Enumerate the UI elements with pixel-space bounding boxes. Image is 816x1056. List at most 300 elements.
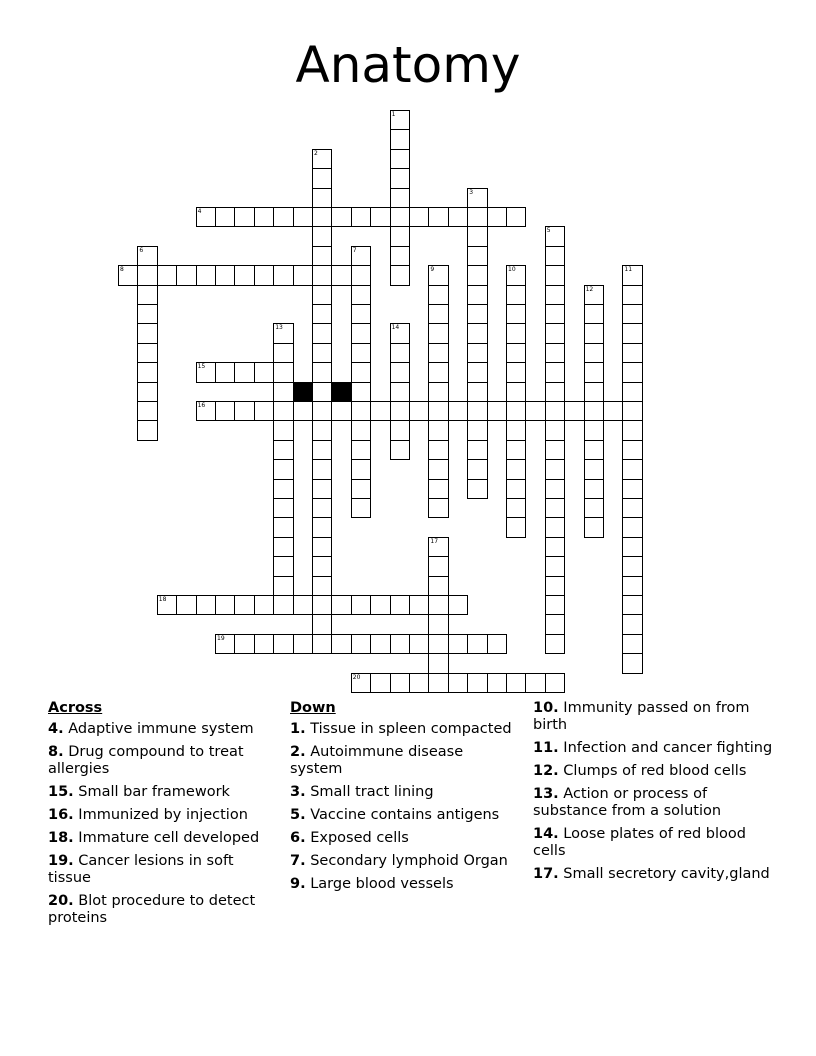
grid-cell[interactable] (506, 304, 526, 324)
grid-cell[interactable] (622, 440, 642, 460)
down-heading: Down (290, 700, 336, 716)
grid-cell[interactable] (428, 459, 448, 479)
grid-cell[interactable] (312, 343, 332, 363)
grid-cell[interactable] (312, 226, 332, 246)
grid-cell[interactable] (584, 440, 604, 460)
grid-cell[interactable] (273, 537, 293, 557)
grid-cell[interactable] (622, 595, 642, 615)
grid-cell[interactable] (293, 207, 313, 227)
grid-cell[interactable] (351, 323, 371, 343)
grid-cell[interactable] (118, 265, 138, 285)
grid-cell[interactable] (467, 401, 487, 421)
grid-cell[interactable] (293, 401, 313, 421)
grid-cell[interactable] (506, 498, 526, 518)
grid-cell[interactable] (506, 479, 526, 499)
grid-cell[interactable] (137, 401, 157, 421)
grid-cell[interactable] (273, 323, 293, 343)
grid-cell[interactable] (273, 401, 293, 421)
grid-cell[interactable] (273, 595, 293, 615)
grid-cell[interactable] (137, 420, 157, 440)
grid-cell[interactable] (390, 362, 410, 382)
grid-cell[interactable] (487, 673, 507, 693)
grid-cell[interactable] (545, 479, 565, 499)
grid-cell[interactable] (390, 265, 410, 285)
grid-cell[interactable] (312, 265, 332, 285)
grid-cell[interactable] (467, 285, 487, 305)
grid-cell[interactable] (312, 614, 332, 634)
clue-item (290, 807, 520, 824)
grid-cell[interactable] (390, 207, 410, 227)
grid-cell[interactable] (584, 382, 604, 402)
grid-cell[interactable] (390, 226, 410, 246)
grid-cell[interactable] (196, 362, 216, 382)
cell-number: 13 (275, 324, 283, 332)
grid-cell[interactable] (312, 362, 332, 382)
grid-cell[interactable] (137, 285, 157, 305)
grid-cell[interactable] (467, 323, 487, 343)
grid-cell[interactable] (370, 634, 390, 654)
grid-cell[interactable] (312, 168, 332, 188)
grid-cell[interactable] (467, 440, 487, 460)
clue-item (48, 893, 278, 927)
grid-cell[interactable] (273, 556, 293, 576)
grid-cell[interactable] (584, 343, 604, 363)
grid-cell[interactable] (390, 382, 410, 402)
cell-number: 8 (120, 266, 124, 274)
grid-cell[interactable] (215, 362, 235, 382)
grid-cell[interactable] (293, 634, 313, 654)
cell-number: 17 (430, 537, 439, 545)
grid-cell[interactable] (545, 673, 565, 693)
grid-cell[interactable] (137, 343, 157, 363)
grid-cell[interactable] (312, 537, 332, 557)
grid-cell[interactable] (428, 362, 448, 382)
grid-cell[interactable] (234, 362, 254, 382)
cell-number: 3 (469, 188, 474, 196)
grid-cell[interactable] (331, 595, 351, 615)
grid-cell[interactable] (622, 614, 642, 634)
grid-cell[interactable] (331, 207, 351, 227)
grid-cell[interactable] (390, 323, 410, 343)
grid-cell[interactable] (409, 207, 429, 227)
grid-cell[interactable] (390, 440, 410, 460)
grid-cell[interactable] (467, 382, 487, 402)
grid-cell[interactable] (428, 420, 448, 440)
grid-cell[interactable] (351, 304, 371, 324)
grid-cell[interactable] (622, 653, 642, 673)
grid-cell[interactable] (196, 265, 216, 285)
cell-number: 14 (391, 324, 400, 332)
grid-cell[interactable] (137, 265, 157, 285)
grid-cell[interactable] (622, 362, 642, 382)
grid-cell[interactable] (137, 362, 157, 382)
grid-cell[interactable] (622, 479, 642, 499)
grid-cell[interactable] (409, 634, 429, 654)
grid-cell[interactable] (545, 537, 565, 557)
grid-cell[interactable] (545, 265, 565, 285)
grid-cell[interactable] (622, 343, 642, 363)
grid-cell[interactable] (545, 246, 565, 266)
grid-cell[interactable] (351, 479, 371, 499)
grid-cell[interactable] (273, 420, 293, 440)
grid-cell[interactable] (157, 265, 177, 285)
grid-cell[interactable] (525, 673, 545, 693)
grid-cell[interactable] (390, 420, 410, 440)
grid-cell[interactable] (545, 323, 565, 343)
grid-cell[interactable] (312, 401, 332, 421)
grid-cell[interactable] (584, 459, 604, 479)
clue-number: 5. (290, 807, 306, 823)
grid-cell[interactable] (545, 634, 565, 654)
clue-item (48, 784, 278, 801)
grid-cell[interactable] (157, 595, 177, 615)
grid-cell[interactable] (351, 440, 371, 460)
grid-cell[interactable] (273, 362, 293, 382)
grid-cell[interactable] (622, 576, 642, 596)
grid-cell[interactable] (448, 401, 468, 421)
grid-cell[interactable] (467, 246, 487, 266)
grid-cell[interactable] (196, 595, 216, 615)
grid-cell[interactable] (351, 362, 371, 382)
grid-cell[interactable] (312, 382, 332, 402)
grid-cell[interactable] (273, 207, 293, 227)
grid-cell[interactable] (351, 459, 371, 479)
clue-text: Loose plates of red blood cells (533, 826, 746, 859)
grid-cell[interactable] (254, 634, 274, 654)
grid-cell[interactable] (390, 129, 410, 149)
grid-cell[interactable] (428, 595, 448, 615)
grid-cell[interactable] (137, 382, 157, 402)
grid-cell[interactable] (390, 634, 410, 654)
grid-cell[interactable] (390, 343, 410, 363)
grid-cell[interactable] (487, 401, 507, 421)
grid-cell[interactable] (506, 207, 526, 227)
grid-cell[interactable] (428, 653, 448, 673)
clue-item (533, 866, 773, 883)
grid-cell[interactable] (545, 420, 565, 440)
grid-cell[interactable] (351, 401, 371, 421)
clue-text: Drug compound to treat allergies (48, 744, 244, 777)
grid-cell[interactable] (312, 634, 332, 654)
grid-cell[interactable] (312, 556, 332, 576)
grid-cell[interactable] (409, 401, 429, 421)
clue-item (48, 744, 278, 778)
grid-cell[interactable] (467, 188, 487, 208)
down-list-continued (533, 700, 773, 883)
grid-cell[interactable] (506, 382, 526, 402)
clue-item (533, 763, 773, 780)
clue-number: 1. (290, 721, 306, 737)
grid-cell[interactable] (467, 343, 487, 363)
grid-cell[interactable] (293, 595, 313, 615)
grid-cell[interactable] (351, 207, 371, 227)
grid-cell[interactable] (312, 188, 332, 208)
grid-cell[interactable] (428, 323, 448, 343)
grid-cell[interactable] (370, 595, 390, 615)
grid-cell[interactable] (370, 673, 390, 693)
grid-cell[interactable] (390, 673, 410, 693)
grid-cell[interactable] (137, 246, 157, 266)
grid-cell[interactable] (622, 285, 642, 305)
grid-cell[interactable] (467, 304, 487, 324)
clue-number: 3. (290, 784, 306, 800)
grid-cell[interactable] (254, 265, 274, 285)
grid-cell[interactable] (467, 226, 487, 246)
grid-cell[interactable] (622, 634, 642, 654)
grid-cell[interactable] (409, 595, 429, 615)
grid-cell[interactable] (351, 382, 371, 402)
grid-cell[interactable] (622, 498, 642, 518)
grid-cell[interactable] (234, 401, 254, 421)
grid-cell[interactable] (622, 537, 642, 557)
grid-cell[interactable] (584, 304, 604, 324)
grid-cell[interactable] (448, 207, 468, 227)
grid-cell[interactable] (351, 343, 371, 363)
grid-cell[interactable] (525, 401, 545, 421)
grid-cell[interactable] (254, 362, 274, 382)
grid-cell[interactable] (545, 576, 565, 596)
grid-cell[interactable] (545, 285, 565, 305)
grid-cell[interactable] (467, 207, 487, 227)
grid-cell[interactable] (448, 595, 468, 615)
grid-cell[interactable] (390, 110, 410, 130)
grid-cell[interactable] (215, 207, 235, 227)
grid-cell[interactable] (351, 498, 371, 518)
grid-cell[interactable] (428, 265, 448, 285)
grid-cell[interactable] (428, 343, 448, 363)
grid-cell[interactable] (428, 479, 448, 499)
grid-cell[interactable] (351, 673, 371, 693)
grid-cell[interactable] (215, 265, 235, 285)
grid-cell[interactable] (370, 401, 390, 421)
grid-cell[interactable] (312, 517, 332, 537)
grid-cell[interactable] (467, 362, 487, 382)
grid-cell[interactable] (312, 420, 332, 440)
grid-cell[interactable] (351, 265, 371, 285)
grid-cell[interactable] (428, 673, 448, 693)
grid-cell[interactable] (622, 304, 642, 324)
grid-cell[interactable] (506, 323, 526, 343)
grid-cell[interactable] (254, 401, 274, 421)
grid-cell[interactable] (448, 673, 468, 693)
grid-cell[interactable] (254, 595, 274, 615)
grid-cell[interactable] (622, 323, 642, 343)
grid-cell[interactable] (234, 634, 254, 654)
grid-cell[interactable] (467, 634, 487, 654)
grid-cell[interactable] (312, 440, 332, 460)
grid-cell[interactable] (487, 207, 507, 227)
grid-cell[interactable] (506, 459, 526, 479)
grid-cell[interactable] (137, 323, 157, 343)
grid-cell[interactable] (622, 420, 642, 440)
grid-cell[interactable] (428, 576, 448, 596)
grid-cell[interactable] (273, 576, 293, 596)
grid-cell[interactable] (428, 614, 448, 634)
cell-number: 2 (314, 149, 318, 157)
grid-cell[interactable] (428, 207, 448, 227)
grid-cell[interactable] (196, 401, 216, 421)
grid-cell[interactable] (390, 149, 410, 169)
grid-cell[interactable] (545, 440, 565, 460)
grid-cell[interactable] (506, 343, 526, 363)
grid-cell[interactable] (312, 246, 332, 266)
grid-cell[interactable] (545, 556, 565, 576)
grid-cell[interactable] (215, 634, 235, 654)
grid-cell[interactable] (622, 517, 642, 537)
grid-cell[interactable] (370, 207, 390, 227)
grid-cell[interactable] (312, 595, 332, 615)
grid-cell[interactable] (428, 304, 448, 324)
grid-cell[interactable] (467, 459, 487, 479)
grid-cell[interactable] (390, 246, 410, 266)
grid-cell[interactable] (545, 343, 565, 363)
grid-cell[interactable] (467, 420, 487, 440)
grid-cell[interactable] (428, 440, 448, 460)
grid-cell[interactable] (312, 285, 332, 305)
grid-cell[interactable] (584, 517, 604, 537)
grid-cell[interactable] (176, 595, 196, 615)
grid-cell[interactable] (351, 420, 371, 440)
grid-cell[interactable] (273, 343, 293, 363)
grid-cell[interactable] (428, 556, 448, 576)
grid-cell[interactable] (351, 595, 371, 615)
grid-cell[interactable] (448, 634, 468, 654)
grid-cell[interactable] (622, 459, 642, 479)
clue-text: Vaccine contains antigens (305, 807, 500, 823)
clue-item (290, 784, 520, 801)
grid-cell[interactable] (506, 517, 526, 537)
grid-cell[interactable] (312, 459, 332, 479)
grid-cell[interactable] (312, 479, 332, 499)
grid-cell[interactable] (428, 382, 448, 402)
grid-cell[interactable] (293, 265, 313, 285)
grid-cell[interactable] (273, 382, 293, 402)
grid-cell[interactable] (273, 479, 293, 499)
clue-text: Clumps of red blood cells (558, 763, 747, 779)
grid-cell[interactable] (312, 149, 332, 169)
grid-cell[interactable] (409, 673, 429, 693)
grid-cell[interactable] (506, 285, 526, 305)
grid-cell[interactable] (390, 168, 410, 188)
grid-cell[interactable] (545, 459, 565, 479)
grid-cell[interactable] (545, 401, 565, 421)
grid-cell[interactable] (312, 304, 332, 324)
grid-cell[interactable] (467, 673, 487, 693)
clue-item (48, 807, 278, 824)
grid-cell[interactable] (234, 207, 254, 227)
grid-cell[interactable] (215, 401, 235, 421)
grid-cell[interactable] (584, 323, 604, 343)
grid-cell[interactable] (428, 634, 448, 654)
grid-cell[interactable] (506, 265, 526, 285)
grid-cell[interactable] (215, 595, 235, 615)
grid-cell[interactable] (312, 323, 332, 343)
clue-number: 18. (48, 830, 74, 846)
grid-cell[interactable] (234, 265, 254, 285)
grid-cell[interactable] (273, 459, 293, 479)
grid-cell[interactable] (351, 285, 371, 305)
grid-cell[interactable] (331, 634, 351, 654)
clue-text: Secondary lymphoid Organ (305, 853, 508, 869)
grid-cell[interactable] (545, 595, 565, 615)
grid-cell[interactable] (273, 498, 293, 518)
grid-cell[interactable] (331, 401, 351, 421)
grid-cell[interactable] (506, 420, 526, 440)
grid-cell[interactable] (351, 634, 371, 654)
cell-number: 5 (546, 227, 551, 235)
grid-cell[interactable] (428, 401, 448, 421)
grid-cell[interactable] (545, 226, 565, 246)
grid-cell[interactable] (506, 440, 526, 460)
grid-cell[interactable] (584, 420, 604, 440)
clue-text: Action or process of substance from a solution (533, 786, 722, 819)
grid-cell[interactable] (196, 207, 216, 227)
grid-cell[interactable] (545, 614, 565, 634)
grid-cell[interactable] (467, 265, 487, 285)
grid-cell[interactable] (331, 265, 351, 285)
grid-cell[interactable] (487, 634, 507, 654)
grid-cell[interactable] (622, 401, 642, 421)
grid-cell[interactable] (545, 362, 565, 382)
grid-cell[interactable] (506, 673, 526, 693)
down-clues-continued (533, 700, 773, 889)
grid-cell[interactable] (622, 556, 642, 576)
grid-cell[interactable] (545, 498, 565, 518)
grid-cell[interactable] (273, 265, 293, 285)
grid-cell[interactable] (428, 537, 448, 557)
grid-cell[interactable] (273, 440, 293, 460)
grid-cell[interactable] (254, 207, 274, 227)
grid-cell[interactable] (312, 576, 332, 596)
clue-text: Exposed cells (305, 830, 409, 846)
grid-cell[interactable] (506, 362, 526, 382)
grid-cell[interactable] (234, 595, 254, 615)
clue-number: 17. (533, 866, 559, 882)
grid-cell[interactable] (428, 285, 448, 305)
grid-cell[interactable] (622, 382, 642, 402)
grid-cell[interactable] (545, 304, 565, 324)
grid-cell[interactable] (312, 207, 332, 227)
grid-cell[interactable] (584, 285, 604, 305)
grid-cell[interactable] (390, 595, 410, 615)
clue-number: 19. (48, 853, 74, 869)
grid-cell[interactable] (467, 479, 487, 499)
grid-cell[interactable] (545, 517, 565, 537)
grid-cell[interactable] (351, 246, 371, 266)
grid-cell[interactable] (428, 498, 448, 518)
grid-cell[interactable] (176, 265, 196, 285)
grid-cell[interactable] (584, 479, 604, 499)
cell-number: 1 (391, 111, 396, 118)
grid-cell[interactable] (584, 498, 604, 518)
grid-cell[interactable] (584, 362, 604, 382)
grid-cell[interactable] (390, 188, 410, 208)
grid-cell[interactable] (273, 517, 293, 537)
clue-item (48, 830, 278, 847)
clue-number: 8. (48, 744, 64, 760)
cell-number: 12 (585, 285, 594, 293)
grid-cell[interactable] (564, 401, 584, 421)
grid-cell[interactable] (584, 401, 604, 421)
grid-cell[interactable] (603, 401, 623, 421)
grid-cell[interactable] (622, 265, 642, 285)
grid-cell[interactable] (137, 304, 157, 324)
grid-cell[interactable] (390, 401, 410, 421)
grid-cell[interactable] (506, 401, 526, 421)
grid-cell[interactable] (312, 498, 332, 518)
grid-cell[interactable] (273, 634, 293, 654)
grid-cell[interactable] (545, 382, 565, 402)
